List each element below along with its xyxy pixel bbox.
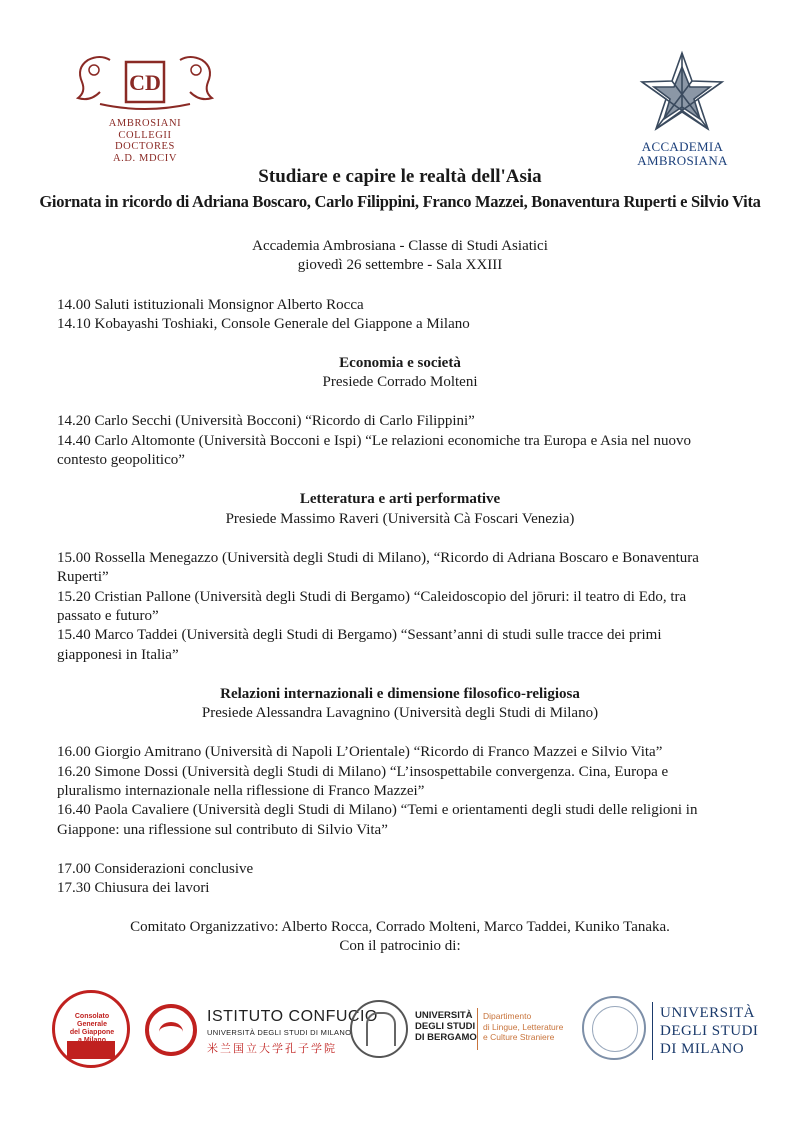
program-item: 14.40 Carlo Altomonte (Università Bocconi e Ispi) “Le relazioni economiche tra Europa e Asia nel nuovo bbox=[57, 433, 691, 449]
confucio-chinese-name: 米兰国立大学孔子学院 bbox=[207, 1042, 337, 1055]
crest-motto: AMBROSIANI COLLEGII DOCTORES A.D. MDCIV bbox=[108, 118, 182, 164]
confucio-name: ISTITUTO CONFUCIO bbox=[207, 1008, 378, 1025]
program-item: 17.30 Chiusura dei lavori bbox=[57, 880, 210, 896]
page-subtitle: Giornata in ricordo di Adriana Boscaro, Carlo Filippini, Franco Mazzei, Bonaventura Ruperti e Silvio Vita bbox=[39, 192, 761, 211]
bergamo-seal-icon bbox=[350, 1000, 408, 1058]
program-item-cont: contesto geopolitico” bbox=[57, 452, 185, 468]
ambrosiani-collegii-logo bbox=[70, 52, 220, 170]
program-item-cont: Ruperti” bbox=[57, 569, 109, 585]
unimi-seal-icon bbox=[582, 996, 646, 1060]
program-item-cont: passato e futuro” bbox=[57, 608, 159, 624]
crest-monogram: CD bbox=[129, 70, 161, 95]
session-chair: Presiede Alessandra Lavagnino (Università degli Studi di Milano) bbox=[201, 705, 599, 721]
accademia-name: ACCADEMIA AMBROSIANA bbox=[637, 139, 728, 168]
program-item: 15.20 Cristian Pallone (Università degli Studi di Bergamo) “Caleidoscopio del jōruri: il teatro di Edo, tra bbox=[57, 589, 687, 605]
venue: Accademia Ambrosiana - Classe di Studi Asiatici bbox=[252, 238, 548, 254]
event-location bbox=[0, 237, 800, 275]
duomo-icon bbox=[67, 1041, 115, 1059]
divider bbox=[652, 1002, 653, 1060]
star-polyhedron-icon bbox=[625, 50, 740, 140]
divider bbox=[477, 1008, 478, 1050]
program-item: 15.40 Marco Taddei (Università degli Studi di Bergamo) “Sessant’anni di studi sulle tracce dei primi bbox=[57, 627, 662, 643]
event-date: giovedì 26 settembre - Sala XXIII bbox=[297, 257, 503, 273]
session-title: Relazioni internazionali e dimensione filosofico-religiosa bbox=[220, 686, 580, 702]
program-item: 15.00 Rossella Menegazzo (Università degli Studi di Milano), “Ricordo di Adriana Boscaro e Bonaventura bbox=[57, 550, 699, 566]
program-item: 14.00 Saluti istituzionali Monsignor Alberto Rocca bbox=[57, 297, 364, 313]
patron-logos bbox=[0, 990, 800, 1080]
session-chair: Presiede Corrado Molteni bbox=[322, 374, 478, 390]
session-chair: Presiede Massimo Raveri (Università Cà Foscari Venezia) bbox=[225, 511, 575, 527]
consolato-name: Consolato Generale del Giappone bbox=[69, 1013, 115, 1036]
bergamo-name: UNIVERSITÀ DEGLI STUDI DI BERGAMO bbox=[415, 1010, 477, 1043]
page-title: Studiare e capire le realtà dell'Asia bbox=[258, 166, 542, 187]
program-item-cont: pluralismo internazionale nella riflessione di Franco Mazzei” bbox=[57, 783, 425, 799]
crest-icon bbox=[70, 52, 220, 118]
organizing-committee: Comitato Organizzativo: Alberto Rocca, Corrado Molteni, Marco Taddei, Kuniko Tanaka. bbox=[130, 919, 670, 935]
program-item: 14.20 Carlo Secchi (Università Bocconi) “Ricordo di Carlo Filippini” bbox=[57, 413, 475, 429]
consolato-logo bbox=[52, 990, 130, 1068]
session-title: Economia e società bbox=[339, 355, 461, 371]
unimi-name: UNIVERSITÀ DEGLI STUDI DI MILANO bbox=[660, 1005, 759, 1057]
patronage-label: Con il patrocinio di: bbox=[339, 938, 461, 954]
program-item: 16.00 Giorgio Amitrano (Università di Napoli L’Orientale) “Ricordo di Franco Mazzei e Silvio Vita” bbox=[57, 744, 663, 760]
bergamo-department: Dipartimento di Lingue, Letterature e Culture Straniere bbox=[483, 1011, 564, 1042]
session-title: Letteratura e arti performative bbox=[299, 491, 501, 507]
confucio-university: UNIVERSITÀ DEGLI STUDI DI MILANO bbox=[207, 1028, 352, 1037]
program-item-cont: giapponesi in Italia” bbox=[57, 647, 179, 663]
program-item: 16.20 Simone Dossi (Università degli Studi di Milano) “L’insospettabile convergenza. Cina, Europa e bbox=[57, 764, 669, 780]
program-item-cont: Giappone: una riflessione sul contributo di Silvio Vita” bbox=[57, 822, 388, 838]
program-item: 16.40 Paola Cavaliere (Università degli Studi di Milano) “Temi e orientamenti degli studi delle religioni in bbox=[57, 802, 698, 818]
accademia-ambrosiana-logo bbox=[625, 50, 740, 168]
confucio-emblem-icon bbox=[145, 1004, 197, 1056]
program-item: 17.00 Considerazioni conclusive bbox=[57, 861, 254, 877]
program-item: 14.10 Kobayashi Toshiaki, Console Generale del Giappone a Milano bbox=[57, 316, 470, 332]
